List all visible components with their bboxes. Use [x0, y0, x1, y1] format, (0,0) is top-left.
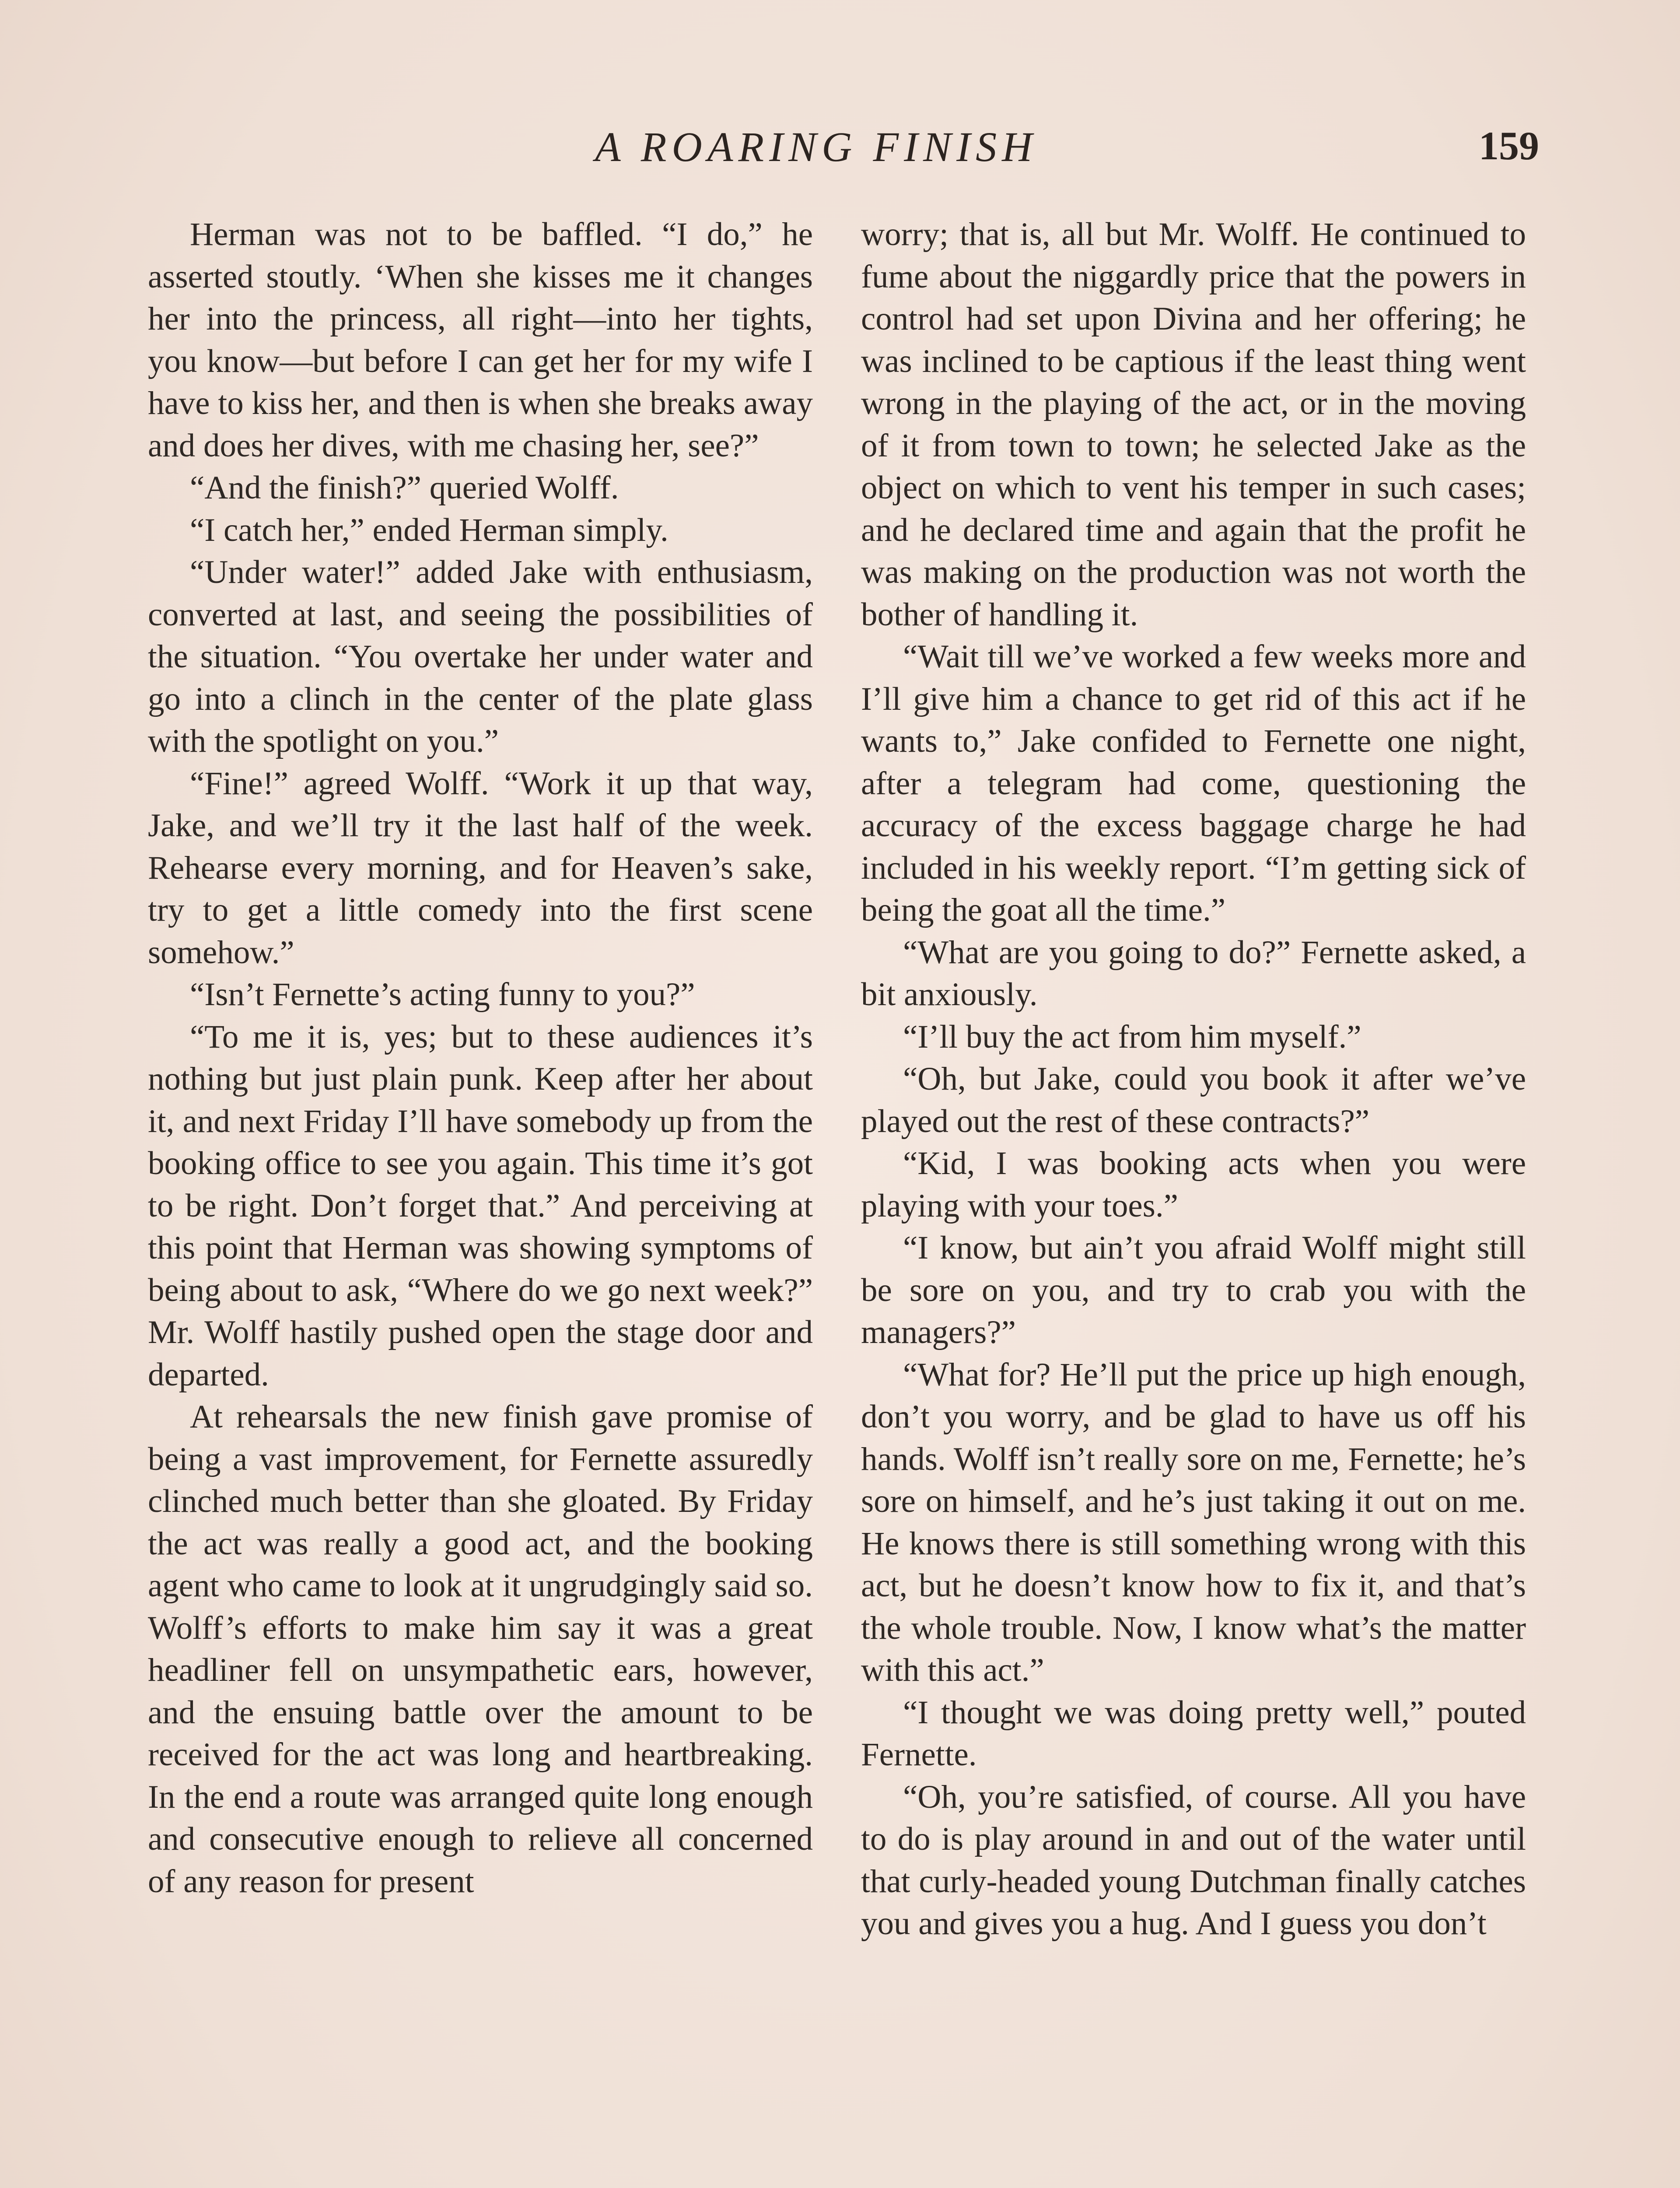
left-column — [148, 214, 813, 1903]
page-number: 159 — [1479, 123, 1539, 168]
paragraph: “Oh, but Jake, could you book it after we’ve played out the rest of these contracts?” — [861, 1061, 1526, 1140]
paragraph: At rehearsals the new finish gave promise of being a vast improvement, for Fernette assuredly clinched much better than she gloated. By Friday the act was really a good act, and the booking agent who came to look at it ungrudgingly said so. Wolff’s efforts to make him say it was a great headliner fell on unsympathetic ears, however, and the ensuing battle over the amount to be received for the act was long and heartbreaking. In the end a route was arranged quite long enough and consecutive enough to relieve all concerned of any reason for present — [148, 1399, 813, 1900]
paragraph: “Kid, I was booking acts when you were playing with your toes.” — [861, 1145, 1526, 1224]
paragraph: “Fine!” agreed Wolff. “Work it up that way, Jake, and we’ll try it the last half of the week. Rehearse every morning, and for Heaven’s sake, try to get a little comedy into the first scene somehow.” — [148, 765, 813, 971]
paragraph: Herman was not to be baffled. “I do,” he asserted stoutly. ‘When she kisses me it changes her into the princess, all right—into her tights, you know—but before I can get her for my wife I have to kiss her, and then is when she breaks away and does her dives, with me chasing her, see?” — [148, 216, 813, 464]
paragraph: “What are you going to do?” Fernette asked, a bit anxiously. — [861, 934, 1526, 1013]
paragraph: “To me it is, yes; but to these audiences it’s nothing but just plain punk. Keep after her about it, and next Friday I’ll have somebody up from the booking office to see you again. This time it’s got to be right. Don’t forget that.” And perceiving at this point that Herman was showing symptoms of being about to ask, “Where do we go next week?” Mr. Wolff hastily pushed open the stage door and departed. — [148, 1018, 813, 1393]
paragraph: “I’ll buy the act from him myself.” — [903, 1018, 1362, 1055]
paragraph: “Isn’t Fernette’s acting funny to you?” — [190, 976, 695, 1013]
page-title: A ROARING FINISH — [595, 123, 1038, 170]
running-head — [0, 123, 1680, 188]
paragraph: “I thought we was doing pretty well,” pouted Fernette. — [861, 1694, 1526, 1773]
right-column — [861, 214, 1526, 1945]
paragraph: “I catch her,” ended Herman simply. — [190, 512, 668, 548]
paragraph: “I know, but ain’t you afraid Wolff might still be sore on you, and try to crab you with the managers?” — [861, 1230, 1526, 1350]
paragraph: “And the finish?” queried Wolff. — [190, 470, 619, 506]
paragraph: “Under water!” added Jake with enthusiasm, converted at last, and seeing the possibilities of the situation. “You overtake her under water and go into a clinch in the center of the plate glass with the spotlight on you.” — [148, 554, 813, 759]
paragraph: “What for? He’ll put the price up high enough, don’t you worry, and be glad to have us off his hands. Wolff isn’t really sore on me, Fernette; he’s sore on himself, and he’s just taking it out on me. He knows there is still something wrong with this act, but he doesn’t know how to fix it, and that’s the whole trouble. Now, I know what’s the matter with this act.” — [861, 1356, 1526, 1688]
paragraph: “Oh, you’re satisfied, of course. All you have to do is play around in and out of the water until that curly-headed young Dutchman finally catches you and gives you a hug. And I guess you don’t — [861, 1778, 1526, 1942]
paragraph-continued: worry; that is, all but Mr. Wolff. He continued to fume about the niggardly price that the powers in control had set upon Divina and her offering; he was inclined to be captious if the least thing went wrong in the playing of the act, or in the moving of it from town to town; he selected Jake as the object on which to vent his temper in such cases; and he declared time and again that the profit he was making on the production was not worth the bother of handling it. — [861, 216, 1526, 633]
paragraph: “Wait till we’ve worked a few weeks more and I’ll give him a chance to get rid of this act if he wants to,” Jake confided to Fernette one night, after a telegram had come, questioning the accuracy of the excess baggage charge he had included in his weekly report. “I’m getting sick of being the goat all the time.” — [861, 638, 1526, 928]
